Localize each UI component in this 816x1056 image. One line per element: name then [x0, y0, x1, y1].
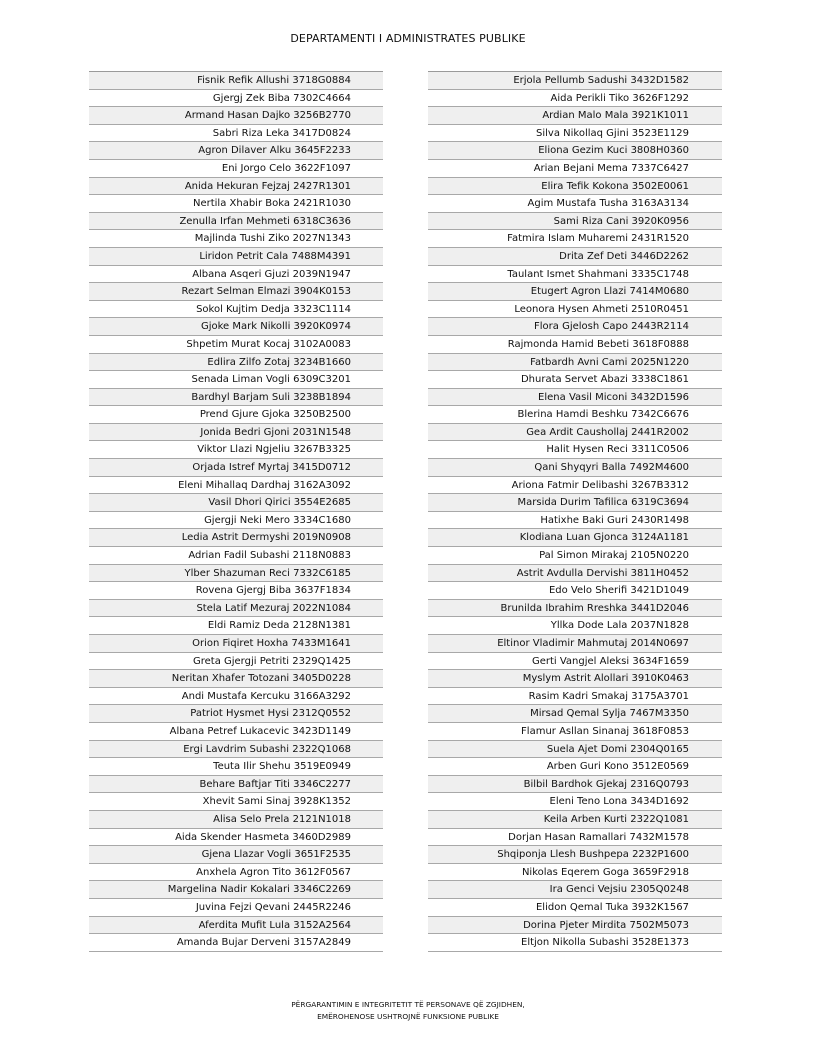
list-item: Liridon Petrit Cala 7488M4391 — [89, 248, 383, 266]
list-item: Pal Simon Mirakaj 2105N0220 — [428, 547, 722, 565]
list-item: Etugert Agron Llazi 7414M0680 — [428, 283, 722, 301]
list-item: Eleni Teno Lona 3434D1692 — [428, 793, 722, 811]
list-item: Gjergj Zek Biba 7302C4664 — [89, 90, 383, 108]
list-item: Arben Guri Kono 3512E0569 — [428, 758, 722, 776]
list-item: Klodiana Luan Gjonca 3124A1181 — [428, 529, 722, 547]
list-item: Eldi Ramiz Deda 2128N1381 — [89, 617, 383, 635]
list-item: Agim Mustafa Tusha 3163A3134 — [428, 195, 722, 213]
list-item: Patriot Hysmet Hysi 2312Q0552 — [89, 705, 383, 723]
list-item: Leonora Hysen Ahmeti 2510R0451 — [428, 301, 722, 319]
list-item: Gea Ardit Caushollaj 2441R2002 — [428, 424, 722, 442]
list-item: Taulant Ismet Shahmani 3335C1748 — [428, 266, 722, 284]
list-item: Sami Riza Cani 3920K0956 — [428, 213, 722, 231]
page-title: DEPARTAMENTI I ADMINISTRATES PUBLIKE — [290, 32, 526, 45]
list-item: Rasim Kadri Smakaj 3175A3701 — [428, 688, 722, 706]
list-item: Arian Bejani Mema 7337C6427 — [428, 160, 722, 178]
list-item: Edo Velo Sherifi 3421D1049 — [428, 582, 722, 600]
footer-line-1: PËRGARANTIMIN E INTEGRITETIT TË PERSONAVE QË ZGJIDHEN, — [291, 1000, 525, 1009]
list-item: Ergi Lavdrim Subashi 2322Q1068 — [89, 741, 383, 759]
list-item: Senada Liman Vogli 6309C3201 — [89, 371, 383, 389]
list-item: Alisa Selo Prela 2121N1018 — [89, 811, 383, 829]
list-item: Qani Shyqyri Balla 7492M4600 — [428, 459, 722, 477]
list-item: Mirsad Qemal Sylja 7467M3350 — [428, 705, 722, 723]
right-column-list — [428, 71, 722, 952]
list-item: Eltjon Nikolla Subashi 3528E1373 — [428, 934, 722, 952]
list-item: Edlira Zilfo Zotaj 3234B1660 — [89, 354, 383, 372]
list-item: Greta Gjergji Petriti 2329Q1425 — [89, 653, 383, 671]
list-item: Fatbardh Avni Cami 2025N1220 — [428, 354, 722, 372]
list-item: Keila Arben Kurti 2322Q1081 — [428, 811, 722, 829]
list-item: Ariona Fatmir Delibashi 3267B3312 — [428, 477, 722, 495]
list-item: Anida Hekuran Fejzaj 2427R1301 — [89, 178, 383, 196]
list-item: Agron Dilaver Alku 3645F2233 — [89, 142, 383, 160]
list-item: Teuta Ilir Shehu 3519E0949 — [89, 758, 383, 776]
list-item: Sokol Kujtim Dedja 3323C1114 — [89, 301, 383, 319]
list-item: Vasil Dhori Qirici 3554E2685 — [89, 494, 383, 512]
list-item: Hatixhe Baki Guri 2430R1498 — [428, 512, 722, 530]
list-item: Fatmira Islam Muharemi 2431R1520 — [428, 230, 722, 248]
list-item: Armand Hasan Dajko 3256B2770 — [89, 107, 383, 125]
list-item: Nertila Xhabir Boka 2421R1030 — [89, 195, 383, 213]
list-item: Rezart Selman Elmazi 3904K0153 — [89, 283, 383, 301]
list-item: Orjada Istref Myrtaj 3415D0712 — [89, 459, 383, 477]
list-item: Stela Latif Mezuraj 2022N1084 — [89, 600, 383, 618]
list-item: Erjola Pellumb Sadushi 3432D1582 — [428, 72, 722, 90]
list-item: Brunilda Ibrahim Rreshka 3441D2046 — [428, 600, 722, 618]
list-item: Prend Gjure Gjoka 3250B2500 — [89, 406, 383, 424]
list-item: Zenulla Irfan Mehmeti 6318C3636 — [89, 213, 383, 231]
list-item: Gjoke Mark Nikolli 3920K0974 — [89, 318, 383, 336]
list-item: Sabri Riza Leka 3417D0824 — [89, 125, 383, 143]
list-item: Majlinda Tushi Ziko 2027N1343 — [89, 230, 383, 248]
list-item: Gjergji Neki Mero 3334C1680 — [89, 512, 383, 530]
list-item: Albana Petref Lukacevic 3423D1149 — [89, 723, 383, 741]
list-item: Elidon Qemal Tuka 3932K1567 — [428, 899, 722, 917]
list-item: Myslym Astrit Alollari 3910K0463 — [428, 670, 722, 688]
list-item: Behare Baftjar Titi 3346C2277 — [89, 776, 383, 794]
list-item: Dhurata Servet Abazi 3338C1861 — [428, 371, 722, 389]
list-item: Ledia Astrit Dermyshi 2019N0908 — [89, 529, 383, 547]
list-item: Gerti Vangjel Aleksi 3634F1659 — [428, 653, 722, 671]
list-item: Orion Fiqiret Hoxha 7433M1641 — [89, 635, 383, 653]
list-item: Albana Asqeri Gjuzi 2039N1947 — [89, 266, 383, 284]
list-item: Bilbil Bardhok Gjekaj 2316Q0793 — [428, 776, 722, 794]
list-item: Shqiponja Llesh Bushpepa 2232P1600 — [428, 846, 722, 864]
list-item: Anxhela Agron Tito 3612F0567 — [89, 864, 383, 882]
list-item: Adrian Fadil Subashi 2118N0883 — [89, 547, 383, 565]
list-item: Jonida Bedri Gjoni 2031N1548 — [89, 424, 383, 442]
list-item: Fisnik Refik Allushi 3718G0884 — [89, 72, 383, 90]
list-item: Gjena Llazar Vogli 3651F2535 — [89, 846, 383, 864]
list-item: Eni Jorgo Celo 3622F1097 — [89, 160, 383, 178]
list-item: Bardhyl Barjam Suli 3238B1894 — [89, 389, 383, 407]
list-item: Dorjan Hasan Ramallari 7432M1578 — [428, 829, 722, 847]
list-item: Aida Perikli Tiko 3626F1292 — [428, 90, 722, 108]
list-item: Aida Skender Hasmeta 3460D2989 — [89, 829, 383, 847]
list-item: Blerina Hamdi Beshku 7342C6676 — [428, 406, 722, 424]
list-item: Juvina Fejzi Qevani 2445R2246 — [89, 899, 383, 917]
list-item: Amanda Bujar Derveni 3157A2849 — [89, 934, 383, 952]
list-item: Yllka Dode Lala 2037N1828 — [428, 617, 722, 635]
list-item: Nikolas Eqerem Goga 3659F2918 — [428, 864, 722, 882]
list-item: Andi Mustafa Kercuku 3166A3292 — [89, 688, 383, 706]
list-item: Rajmonda Hamid Bebeti 3618F0888 — [428, 336, 722, 354]
list-item: Suela Ajet Domi 2304Q0165 — [428, 741, 722, 759]
list-item: Rovena Gjergj Biba 3637F1834 — [89, 582, 383, 600]
list-item: Elena Vasil Miconi 3432D1596 — [428, 389, 722, 407]
list-item: Eltinor Vladimir Mahmutaj 2014N0697 — [428, 635, 722, 653]
list-item: Eleni Mihallaq Dardhaj 3162A3092 — [89, 477, 383, 495]
list-item: Silva Nikollaq Gjini 3523E1129 — [428, 125, 722, 143]
left-column-list — [89, 71, 383, 952]
list-item: Flamur Asllan Sinanaj 3618F0853 — [428, 723, 722, 741]
list-item: Marsida Durim Tafilica 6319C3694 — [428, 494, 722, 512]
list-item: Neritan Xhafer Totozani 3405D0228 — [89, 670, 383, 688]
list-item: Dorina Pjeter Mirdita 7502M5073 — [428, 917, 722, 935]
list-item: Flora Gjelosh Capo 2443R2114 — [428, 318, 722, 336]
list-item: Ira Genci Vejsiu 2305Q0248 — [428, 881, 722, 899]
list-item: Aferdita Mufit Lula 3152A2564 — [89, 917, 383, 935]
list-item: Ardian Malo Mala 3921K1011 — [428, 107, 722, 125]
list-item: Drita Zef Deti 3446D2262 — [428, 248, 722, 266]
list-item: Viktor Llazi Ngjeliu 3267B3325 — [89, 441, 383, 459]
page-footer — [0, 999, 816, 1023]
list-item: Xhevit Sami Sinaj 3928K1352 — [89, 793, 383, 811]
list-item: Ylber Shazuman Reci 7332C6185 — [89, 565, 383, 583]
list-item: Astrit Avdulla Dervishi 3811H0452 — [428, 565, 722, 583]
list-item: Eliona Gezim Kuci 3808H0360 — [428, 142, 722, 160]
list-item: Shpetim Murat Kocaj 3102A0083 — [89, 336, 383, 354]
list-item: Margelina Nadir Kokalari 3346C2269 — [89, 881, 383, 899]
list-item: Halit Hysen Reci 3311C0506 — [428, 441, 722, 459]
footer-line-2: EMËROHENOSE USHTROJNË FUNKSIONE PUBLIKE — [317, 1012, 499, 1021]
list-item: Elira Tefik Kokona 3502E0061 — [428, 178, 722, 196]
